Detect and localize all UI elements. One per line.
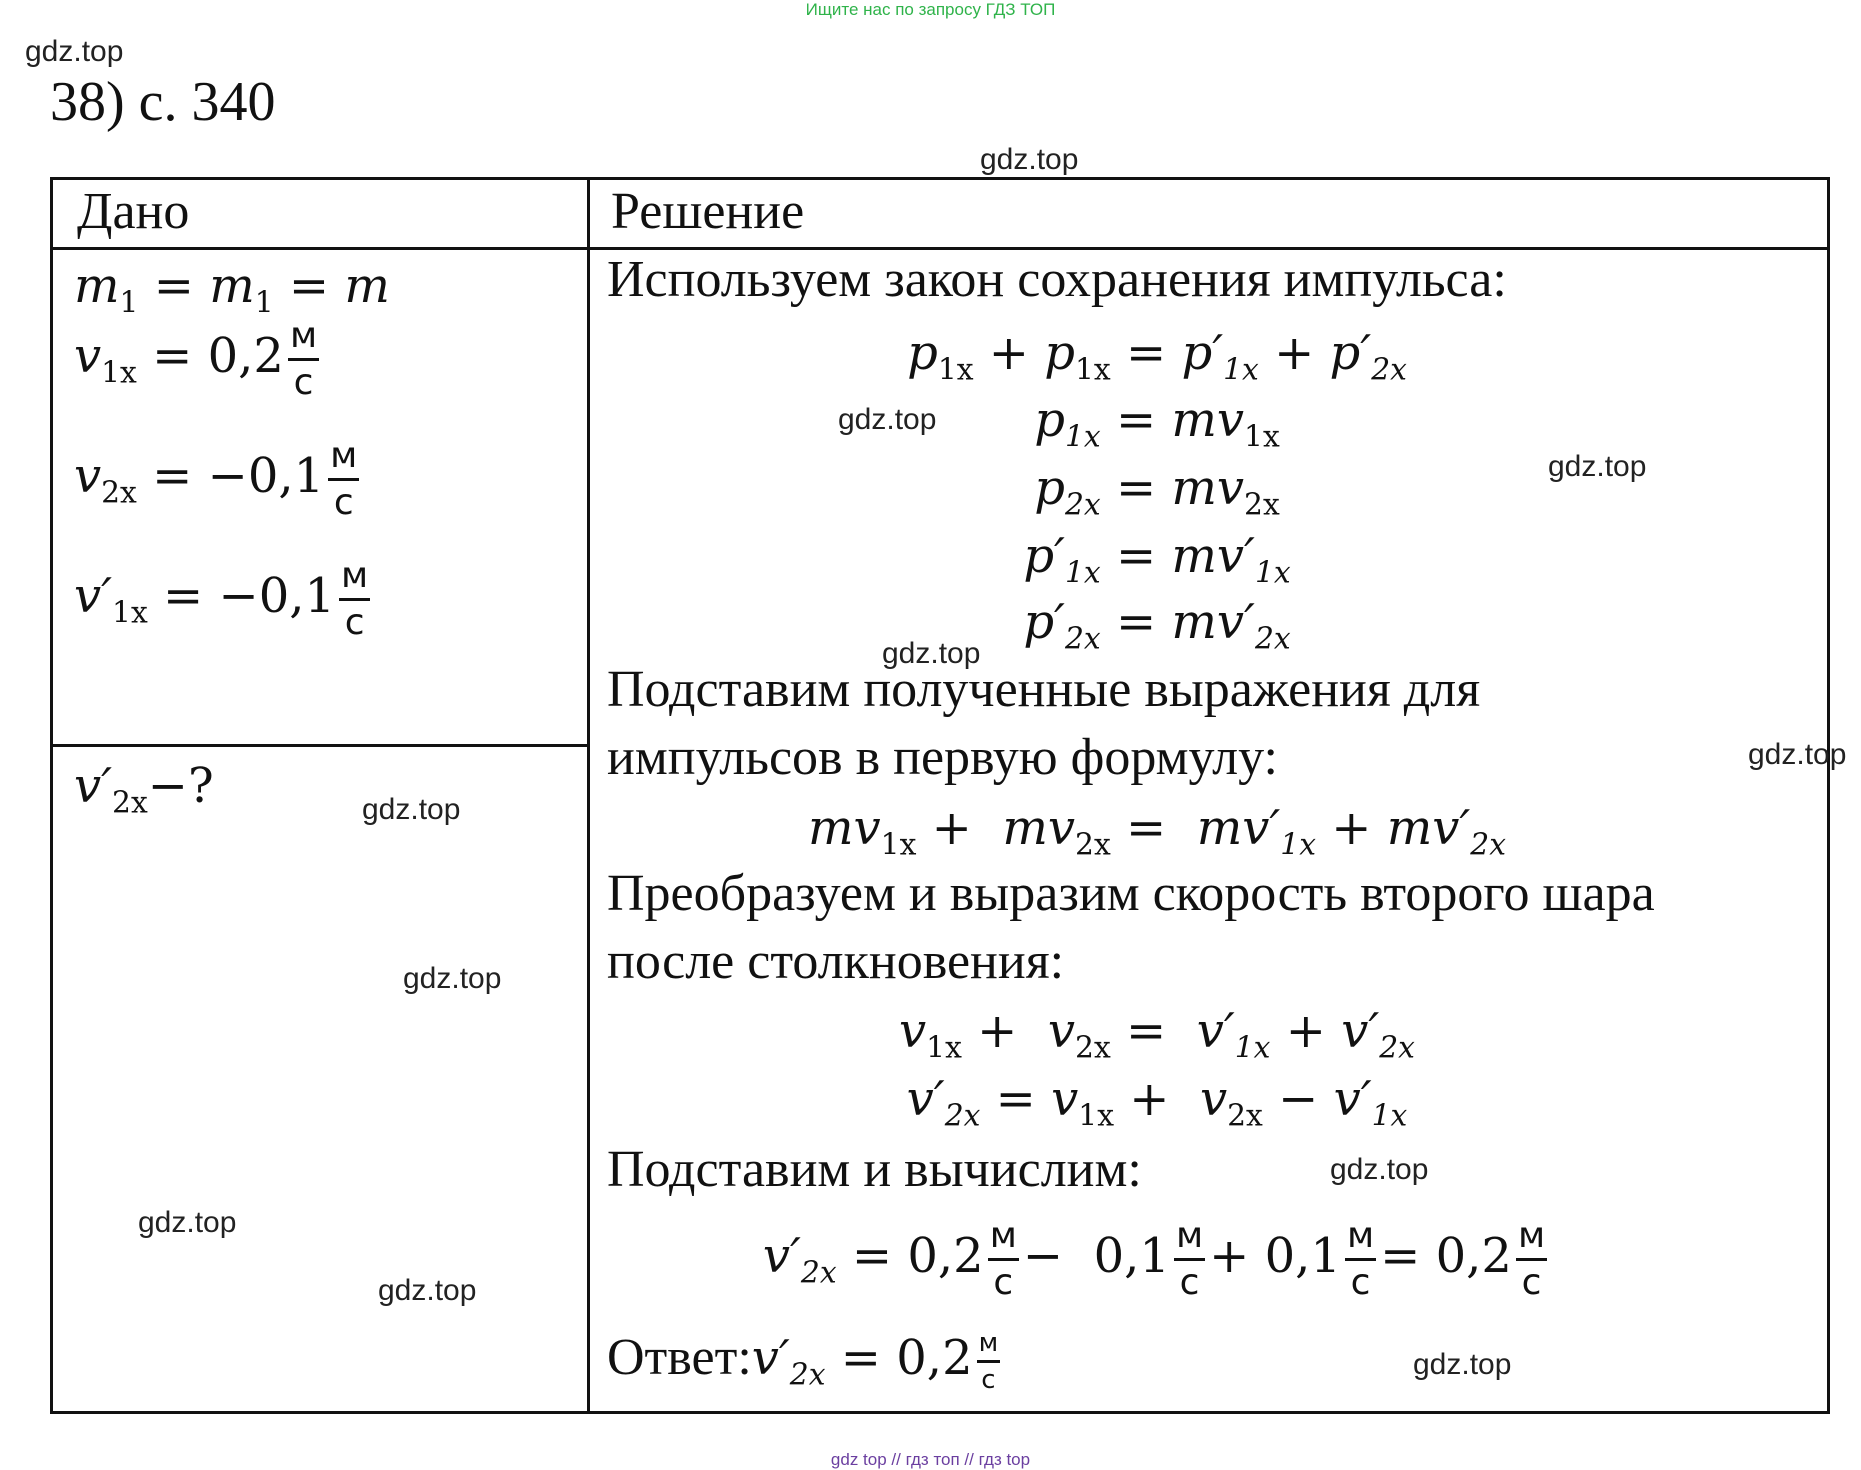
unit-fraction: $\frac{м}{с}$ — [1175, 1215, 1204, 1303]
unit-fraction: $\frac{м}{с}$ — [341, 555, 369, 643]
formula-p2x: $p_{2x} = mv_{2x}$ — [1034, 460, 1280, 523]
watermark: gdz.top — [980, 143, 1079, 176]
unit-fraction: $\frac{м}{с}$ — [330, 435, 358, 523]
formula-p2x-prime: $p'_{2x} = mv'_{2x}$ — [1023, 594, 1291, 657]
solution-line-3: импульсов в первую формулу: — [607, 729, 1278, 786]
task-title: 38) с. 340 — [50, 71, 276, 133]
given-v2x-value: −0,1 — [207, 448, 325, 504]
given-v2x: $v_{2x} = -0,1$ $\frac{м}{с}$ — [74, 435, 358, 523]
watermark: gdz.top — [882, 637, 981, 670]
watermark: gdz.top — [378, 1274, 477, 1307]
solution-line-4: Преобразуем и выразим скорость второго шара — [607, 865, 1655, 922]
given-v1x: $v_{1x} = 0,2$ $\frac{м}{с}$ — [74, 315, 318, 403]
footer-links[interactable]: gdz top // гдз топ // гдз top — [830, 1450, 1031, 1469]
answer: $Ответ:v'_{2x} = 0,2$ $\frac{м}{с}$ — [607, 1328, 999, 1395]
solution-line-1: Используем закон сохранения импульса: — [607, 251, 1507, 308]
solution-line-2: Подставим полученные выражения для — [607, 661, 1481, 718]
watermark: gdz.top — [1413, 1348, 1512, 1381]
solution-line-5: после столкновения: — [607, 933, 1065, 990]
watermark: gdz.top — [25, 35, 124, 68]
watermark: gdz.top — [1330, 1153, 1429, 1186]
formula-p1x-prime: $p'_{1x} = mv'_{1x}$ — [1023, 528, 1291, 591]
given-v1x-prime: $v'_{1x} = -0,1$ $\frac{м}{с}$ — [74, 555, 369, 643]
watermark: gdz.top — [1548, 450, 1647, 483]
solution-line-6: Подставим и вычислим: — [607, 1141, 1142, 1198]
watermark: gdz.top — [838, 403, 937, 436]
unit-fraction: $\frac{м}{с}$ — [289, 315, 318, 403]
watermark: gdz.top — [403, 962, 502, 995]
formula-substituted: $mv_{1x} + mv_{2x} = mv'_{1x} + mv'_{2x}$ — [808, 800, 1506, 863]
given-v1x-prime-value: −0,1 — [218, 568, 336, 624]
given-mass: $m_1 = m_1 = m$ — [74, 258, 390, 321]
formula-velocities: $v_{1x} + v_{2x} = v'_{1x} + v'_{2x}$ — [899, 1003, 1415, 1066]
unit-fraction: $\frac{м}{с}$ — [989, 1215, 1017, 1303]
given-header: Дано — [77, 183, 190, 240]
unknown-quantity: $v'_{2x}-$? — [74, 758, 214, 821]
watermark: gdz.top — [1748, 738, 1847, 771]
formula-calculation: $v'_{2x} = 0,2$ $\frac{м}{с}$ − 0,1 $\frac{м}{с}$ + 0,1 $\frac{м}{с}$ = 0,2 $\frac{м}{с}$ — [762, 1215, 1546, 1303]
solution-header: Решение — [611, 183, 805, 240]
given-divider — [53, 744, 589, 747]
unit-fraction: $\frac{м}{с}$ — [1517, 1215, 1546, 1303]
unit-fraction: $\frac{м}{с}$ — [1346, 1215, 1375, 1303]
formula-p1x: $p_{1x} = mv_{1x}$ — [1034, 392, 1280, 455]
unit-fraction: $\frac{м}{с}$ — [978, 1328, 999, 1395]
formula-momentum-conservation: $p_{1x} + p_{1x} = p'_{1x} + p'_{2x}$ — [907, 325, 1407, 388]
watermark: gdz.top — [362, 793, 461, 826]
top-banner[interactable]: Ищите нас по запросу ГДЗ ТОП — [805, 0, 1056, 19]
formula-v2x-prime: $v'_{2x} = v_{1x} + v_{2x} - v'_{1x}$ — [906, 1071, 1408, 1134]
given-v1x-value: 0,2 — [207, 328, 284, 384]
watermark: gdz.top — [138, 1206, 237, 1239]
